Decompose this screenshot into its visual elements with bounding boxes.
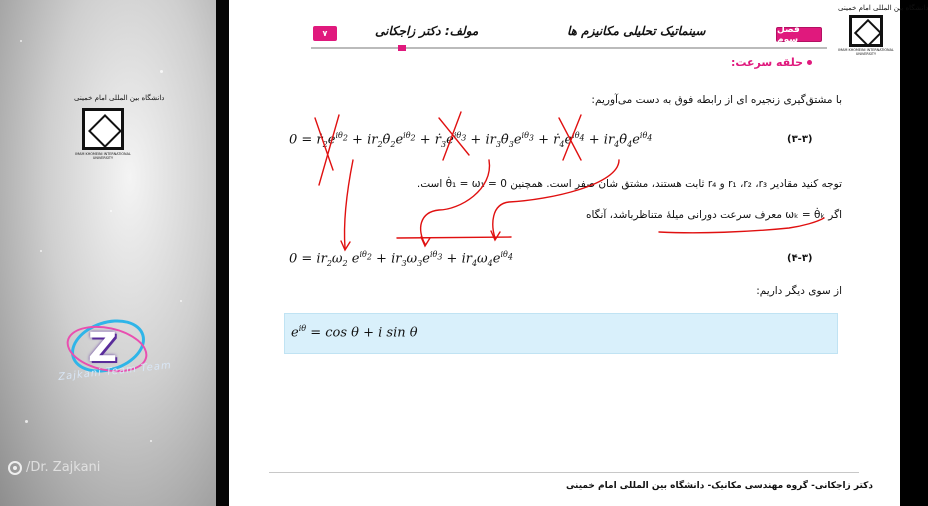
section-bullet-icon xyxy=(807,60,812,65)
velocity-loop-equation: $0 = ṙ_2e^{i\theta_2}$ + $ir_2\thetȧ_2e^{i\theta_2}$ + $ṙ_3e^{i\theta_3}$ + $ir_3\thetȧ_3e^{i\theta_3}$ + $ṙ_4e^{i\theta_4}$ + $ir_4\thetȧ_4e^{i\theta_4}$ xyxy=(289,131,653,149)
page-number-badge: ۷ xyxy=(313,26,337,41)
video-side-panel xyxy=(0,0,216,506)
footer-divider xyxy=(269,472,859,473)
university-logo xyxy=(74,94,165,160)
slide xyxy=(229,0,928,506)
omega-definition: اگر ωₖ = θ̇ₖ معرف سرعت دورانی میلهٔ متناظرباشد، آنگاه xyxy=(585,209,842,221)
header-divider xyxy=(311,47,827,49)
equation-number: (۳-۳) xyxy=(787,134,813,145)
header-divider-marker xyxy=(398,45,406,51)
slide-border-strip xyxy=(216,0,229,506)
slide-author: مولف: دکتر زاجکانی xyxy=(375,24,479,38)
header-logo-script: دانشگاه بین المللی امام خمینی xyxy=(838,4,928,12)
euler-formula-box xyxy=(284,313,838,354)
section-title: حلقه سرعت: xyxy=(730,56,803,69)
z-letter-icon: Z xyxy=(88,325,118,371)
underline-mark xyxy=(397,237,511,238)
arrow-head-icon xyxy=(421,237,430,246)
cross-out-mark xyxy=(319,115,339,185)
also-paragraph: از سوی دیگر داریم: xyxy=(756,285,842,297)
channel-name: /Dr. Zajkani xyxy=(26,460,101,475)
equation-number: (۴-۳) xyxy=(787,253,813,264)
euler-formula: $e^{i\theta} = \cos \theta + i$ sin θ xyxy=(291,324,418,341)
arrow-path xyxy=(344,160,353,248)
arrow-head-icon xyxy=(491,231,500,240)
header-university-logo xyxy=(838,4,928,56)
slide-footer: دکتر زاجکانی- گروه مهندسی مکانیک- دانشگاه بین المللی امام خمینی xyxy=(565,481,873,491)
university-logo-caption: IMAM KHOMEINI INTERNATIONAL UNIVERSITY xyxy=(75,152,131,160)
channel-watermark xyxy=(8,460,100,475)
arrow-path xyxy=(421,160,490,244)
simplified-velocity-equation: $0 = ir_2\omega_2$ $e^{i\theta_2} + ir_3\omega_3e^{i\theta_3} + ir_4\omega_4e^{i\theta_4}$ xyxy=(289,250,513,268)
university-emblem-icon xyxy=(849,15,883,47)
arrow-head-icon xyxy=(341,241,350,250)
slide-title: سینماتیک تحلیلی مکانیزم ها xyxy=(567,24,706,38)
chapter-badge: فصل سوم xyxy=(776,27,822,42)
brand-caption: Zajkani Team Team xyxy=(57,360,173,383)
header-logo-caption: IMAM KHOMEINI INTERNATIONAL UNIVERSITY xyxy=(838,48,894,56)
university-logo-script: دانشگاه بین المللی امام خمینی xyxy=(74,94,165,102)
note-paragraph: توجه کنید مقادیر r₁ ،r₂ ،r₃ و r₄ ثابت هستند، مشتق شان صفر است. همچنین 0 = θ̇₁ = ω₁ است. xyxy=(416,178,842,190)
arrow-path xyxy=(493,160,619,238)
aparat-icon xyxy=(8,461,22,475)
intro-paragraph: با مشتق‌گیری زنجیره ای از رابطه فوق به دست می‌آوریم: xyxy=(591,94,842,106)
university-emblem-icon xyxy=(82,108,124,150)
